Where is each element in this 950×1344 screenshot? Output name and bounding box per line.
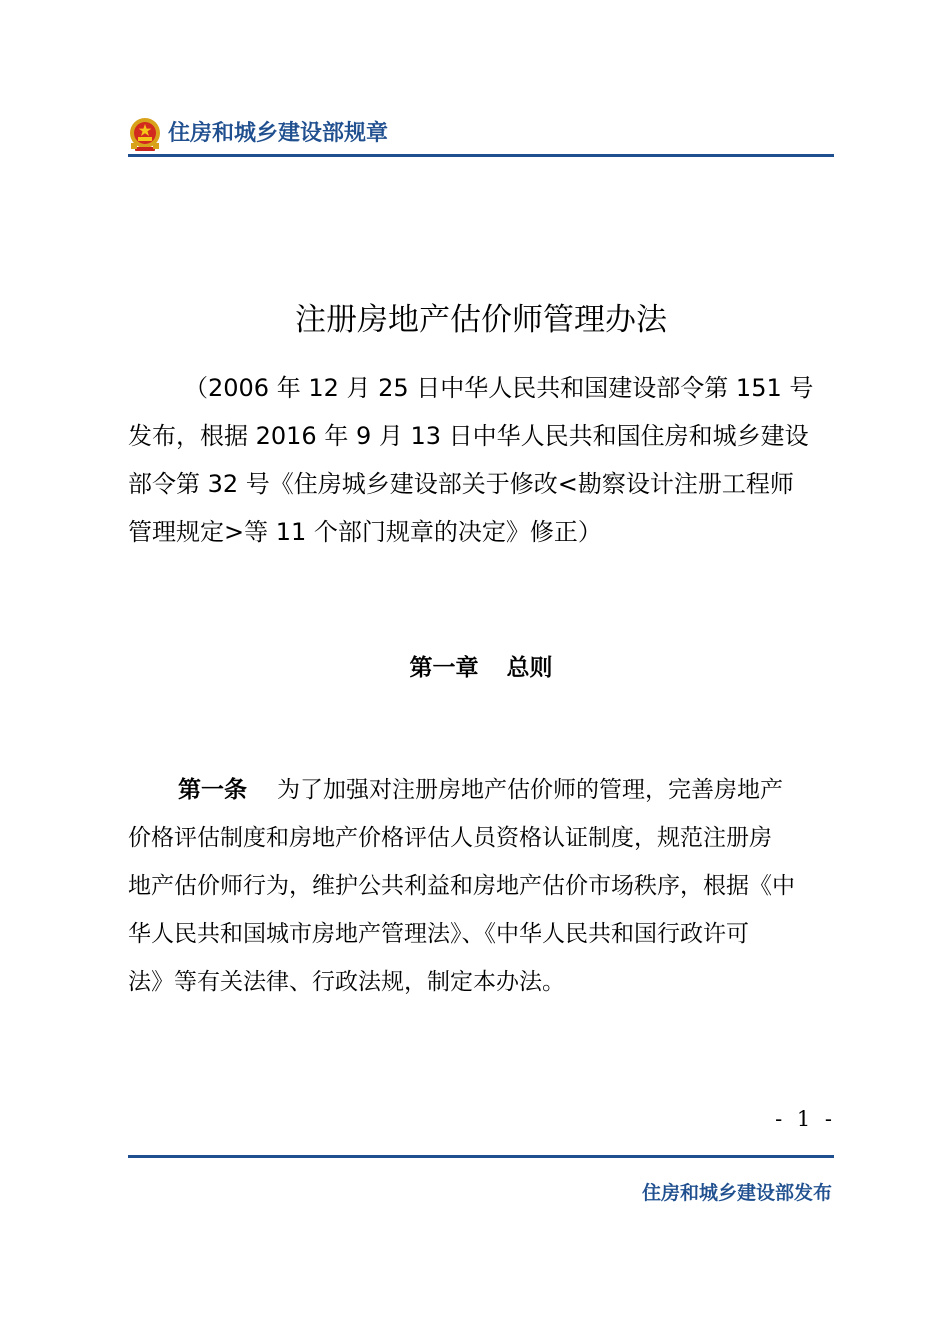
chapter-heading [128, 648, 834, 688]
subtitle-line: （2006 年 12 月 25 日中华人民共和国建设部令第 151 号 [184, 374, 814, 402]
page-header [128, 114, 834, 154]
footer-divider [128, 1155, 834, 1158]
header-title: 住房和城乡建设部规章 [168, 121, 389, 146]
subtitle-line: 发布，根据 2016 年 9 月 13 日中华人民共和国住房和城乡建设 [128, 422, 809, 450]
document-title: 注册房地产估价师管理办法 [295, 302, 667, 338]
article-label: 第一条 [178, 777, 247, 803]
article-line [128, 766, 834, 814]
article-line: 华人民共和国城市房地产管理法》、《中华人民共和国行政许可 [128, 921, 749, 947]
article-line: 法》等有关法律、行政法规，制定本办法。 [128, 969, 565, 995]
header-divider [128, 154, 834, 157]
footer-publisher: 住房和城乡建设部发布 [641, 1182, 832, 1204]
document-subtitle [128, 364, 834, 556]
national-emblem-icon [128, 117, 162, 153]
article-first [128, 766, 834, 1006]
page-number: - 1 - [775, 1107, 836, 1131]
subtitle-line: 部令第 32 号《住房城乡建设部关于修改<勘察设计注册工程师 [128, 470, 794, 498]
article-line: 价格评估制度和房地产价格评估人员资格认证制度，规范注册房 [128, 825, 772, 851]
subtitle-line: 管理规定>等 11 个部门规章的决定》修正） [128, 518, 602, 546]
chapter-number: 第一章 [409, 655, 479, 681]
article-line: 地产估价师行为，维护公共利益和房地产估价市场秩序，根据《中 [128, 873, 795, 899]
article-line-text: 为了加强对注册房地产估价师的管理，完善房地产 [277, 777, 783, 803]
chapter-name: 总则 [506, 655, 553, 681]
